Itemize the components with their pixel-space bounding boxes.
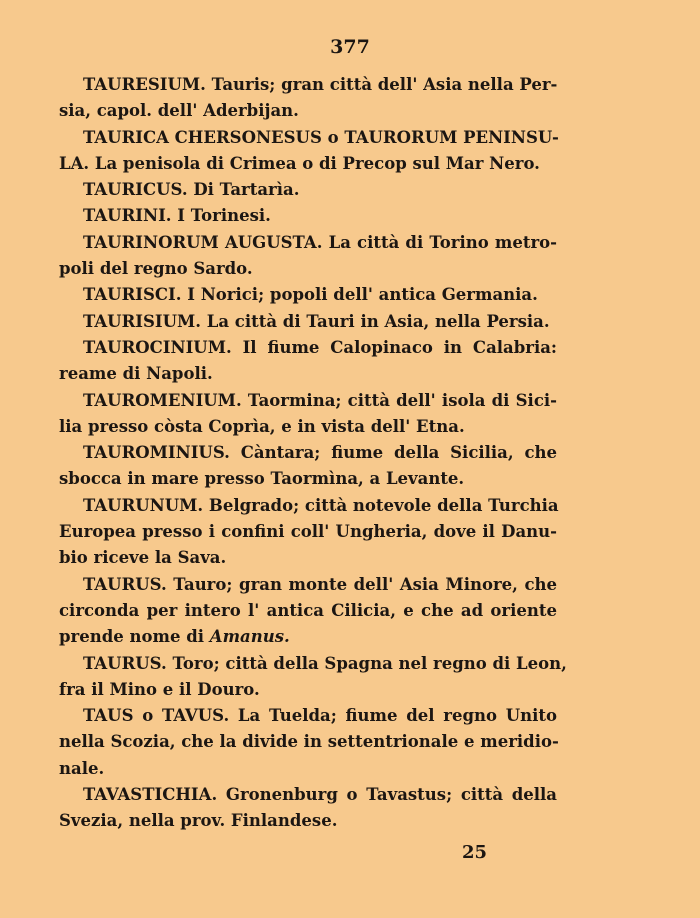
entry-taurini [59,203,557,229]
entry-taurus-toro [59,651,567,704]
entry-taurominius [59,440,557,493]
entry-line: LA. La penisola di Crimea o di Precop sul Mar Nero. [59,153,540,173]
entry-line: TAURUS. Toro; città della Spagna nel regno di Leon, [83,653,567,673]
entry-line: sia, capol. dell' Aderbijan. [59,101,299,121]
entry-taurisium [59,309,557,335]
entry-line: TAURESIUM. Tauris; gran città dell' Asia nella Per- [83,75,558,94]
entry-taurocinium [59,335,557,388]
entry-line: TAURISIUM. La città di Tauri in Asia, nella Persia. [83,311,550,331]
entry-line: sbocca in mare presso Taormìna, a Levante. [59,469,465,489]
entry-line: TAURISCI. I Norici; popoli dell' antica Germania. [83,285,538,305]
entry-line: TAUROMENIUM. Taormina; città dell' isola di Sici- [83,390,557,410]
entry-line: poli del regno Sardo. [59,259,253,279]
entry-line: TAUROCINIUM. Il fiume Calopinaco in Calabria: [83,337,557,357]
entry-line: TAURINI. I Torinesi. [83,206,271,226]
entry-line: nale. [59,758,105,778]
entry-line: circonda per intero l' antica Cilicia, e che ad oriente [59,600,557,620]
page-number: 377 [330,36,370,58]
entry-line: Svezia, nella prov. Finlandese. [59,811,338,831]
entry-taurus-tauro [59,572,557,651]
entry-line: TAURINORUM AUGUSTA. La città di Torino metro- [83,232,557,252]
entry-taurisci [59,282,557,308]
entry-line: TAURICUS. Di Tartarìa. [83,180,300,200]
entry-line: fra il Mino e il Douro. [59,679,260,699]
entry-line: Europea presso i confini coll' Ungheria, dove il Danu- [59,522,557,542]
dictionary-text [59,72,567,835]
entry-line: lia presso còsta Coprìa, e in vista dell' Etna. [59,416,465,436]
entry-line-text: prende nome di [59,627,210,647]
entry-line: TAURUS. Tauro; gran monte dell' Asia Minore, che [83,574,557,594]
entry-taurica-chersonesus [59,125,557,178]
entry-tauresium [59,72,557,125]
entry-line: bio riceve la Sava. [59,548,227,568]
entry-line: TAURICA CHERSONESUS o TAURORUM PENINSU- [83,127,559,147]
entry-line: TAURUNUM. Belgrado; città notevole della Turchia [83,495,559,515]
entry-line [59,624,557,650]
entry-line: TAUROMINIUS. Càntara; fiume della Sicilia, che [83,443,557,463]
signature-mark: 25 [462,842,488,863]
entry-line: TAUS o TAVUS. La Tuelda; fiume del regno Unito [83,706,557,726]
entry-line: nella Scozia, che la divide in settentrionale e meridio- [59,732,559,752]
entry-tauricus [59,177,557,203]
entry-taus [59,703,557,782]
entry-line: reame di Napoli. [59,364,213,384]
italic-term: Amanus. [209,627,290,647]
entry-taurinorum-augusta [59,230,557,283]
entry-tavastichia [59,782,557,835]
entry-taurunum [59,493,557,572]
entry-line: TAVASTICHIA. Gronenburg o Tavastus; città della [83,785,557,805]
entry-tauromenium [59,388,557,441]
